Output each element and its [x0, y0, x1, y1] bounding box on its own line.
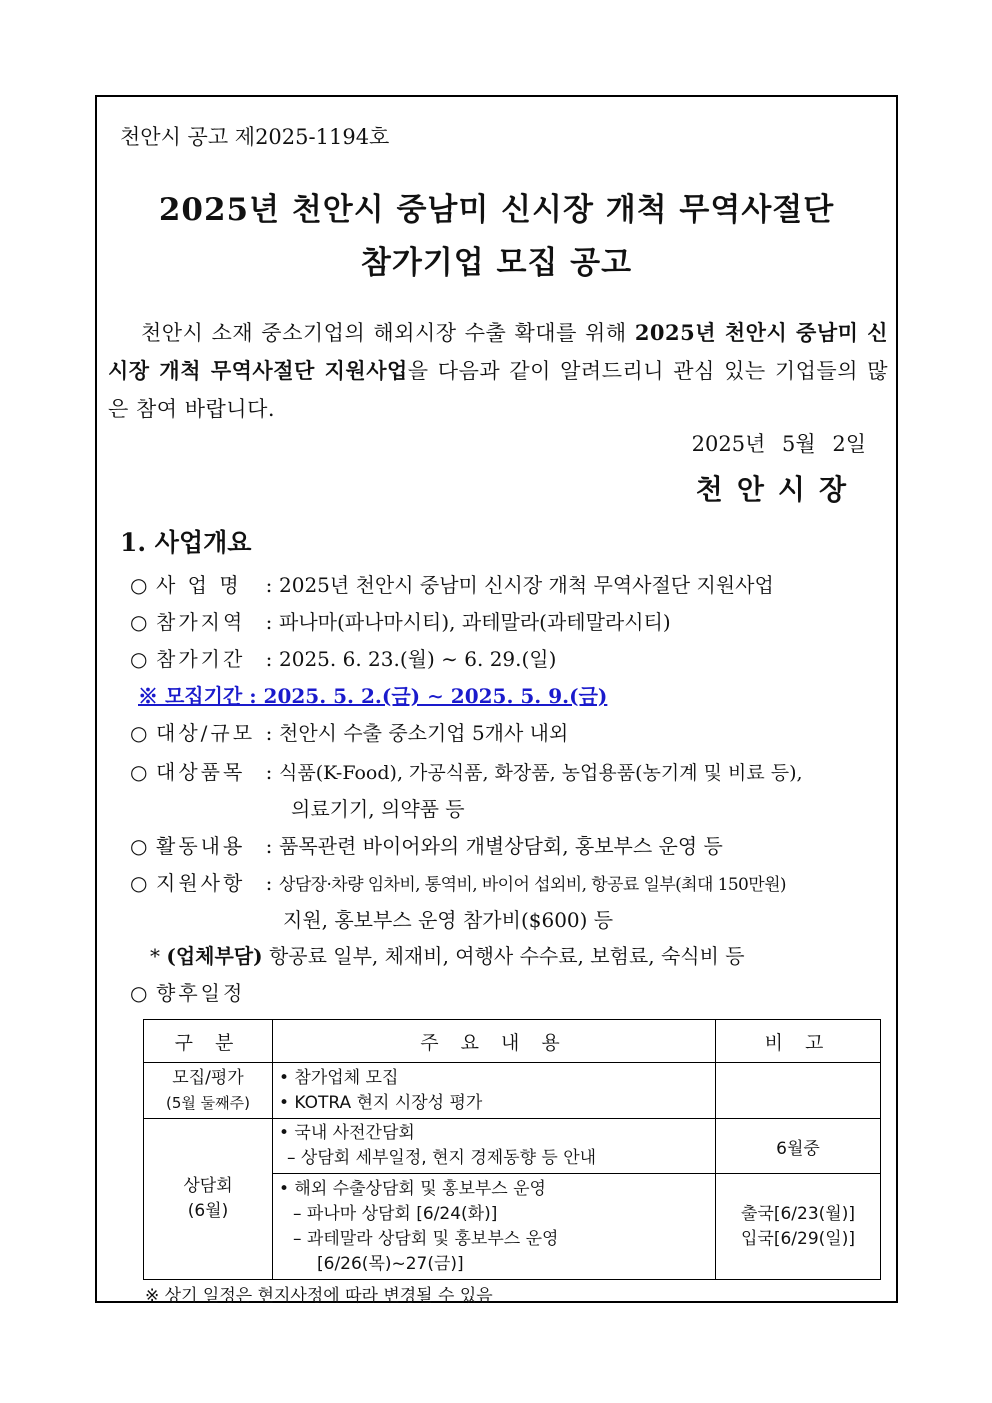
item-products-cont: 의료기기, 의약품 등	[291, 797, 465, 821]
intro-text-1: 천안시 소재 중소기업의 해외시장 수출 확대를 위해	[141, 321, 635, 345]
table-row	[144, 1119, 881, 1174]
circle-bullet-icon: ○	[130, 871, 148, 895]
item-region: ○ 참가지역 : 파나마(파나마시티), 과테말라(과테말라시티)	[130, 610, 671, 634]
recruit-period: ※ 모집기간 : 2025. 5. 2.(금) ∼ 2025. 5. 9.(금)	[138, 684, 608, 708]
item-target: ○ 대상/규모 : 천안시 수출 중소기업 5개사 내외	[130, 721, 569, 745]
item-support: ○ 지원사항 : 상담장·차량 임차비, 통역비, 바이어 섭외비, 항공료 일부(최대 150만원)	[130, 871, 786, 895]
circle-bullet-icon: ○	[130, 610, 148, 634]
row-content: • 국내 사전간담회 – 상담회 세부일정, 현지 경제동향 등 안내	[273, 1119, 716, 1174]
schedule-table	[143, 1019, 881, 1280]
item-activities: ○ 활동내용 : 품목관련 바이어와의 개별상담회, 홍보부스 운영 등	[130, 834, 723, 858]
row-note	[716, 1063, 881, 1119]
circle-bullet-icon: ○	[130, 647, 148, 671]
circle-bullet-icon: ○	[130, 721, 148, 745]
intro-text-2: 을 다음과 같이 알려드리니 관심 있는 기업들의 많은 참여 바랍니다.	[108, 359, 889, 421]
header-division: 구 분	[144, 1020, 273, 1063]
row-division: 모집/평가 (5월 둘째주)	[144, 1063, 273, 1119]
notice-date: 2025년 5월 2일	[691, 432, 866, 456]
item-project-name: ○ 사 업 명 : 2025년 천안시 중남미 신시장 개척 무역사절단 지원사업	[130, 573, 774, 597]
title-line-1: 2025년 천안시 중남미 신시장 개척 무역사절단	[158, 192, 835, 228]
header-note: 비 고	[716, 1020, 881, 1063]
notice-number: 천안시 공고 제2025-1194호	[120, 125, 390, 149]
circle-bullet-icon: ○	[130, 573, 148, 597]
item-support-cont: 지원, 홍보부스 운영 참가비($600) 등	[283, 908, 614, 932]
circle-bullet-icon: ○	[130, 834, 148, 858]
row-division: 상담회 (6월)	[144, 1119, 273, 1280]
circle-bullet-icon: ○	[130, 981, 148, 1005]
issuer-mayor: 천안시장	[695, 473, 860, 506]
item-products: ○ 대상품목 : 식품(K-Food), 가공식품, 화장품, 농업용품(농기계 및 비료 등),	[130, 760, 803, 784]
intro-paragraph	[108, 314, 888, 428]
row-content: • 해외 수출상담회 및 홍보부스 운영 – 파나마 상담회 [6/24(화)] – 과테말라 상담회 및 홍보부스 운영 [6/26(목)~27(금)]	[273, 1174, 716, 1280]
circle-bullet-icon: ○	[130, 760, 148, 784]
row-note: 6월중	[716, 1119, 881, 1174]
title-line-2: 참가기업 모집 공고	[360, 245, 633, 281]
company-burden: * (업체부담) 항공료 일부, 체재비, 여행사 수수료, 보험료, 숙식비 등	[150, 944, 745, 968]
row-content: • 참가업체 모집 • KOTRA 현지 시장성 평가	[273, 1063, 716, 1119]
table-header-row	[144, 1020, 881, 1063]
intro-bold: 2025년 천안시 중남미 신시장 개척 무역사절단 지원사업	[108, 320, 889, 383]
header-content: 주 요 내 용	[273, 1020, 716, 1063]
item-period: ○ 참가기간 : 2025. 6. 23.(월) ∼ 6. 29.(일)	[130, 647, 557, 671]
schedule-footnote: ※ 상기 일정은 현지사정에 따라 변경될 수 있음	[145, 1286, 493, 1306]
table-row	[144, 1063, 881, 1119]
item-schedule: ○ 향후일정	[130, 981, 246, 1005]
row-note: 출국[6/23(월)] 입국[6/29(일)]	[716, 1174, 881, 1280]
section-title: 1. 사업개요	[120, 528, 252, 557]
